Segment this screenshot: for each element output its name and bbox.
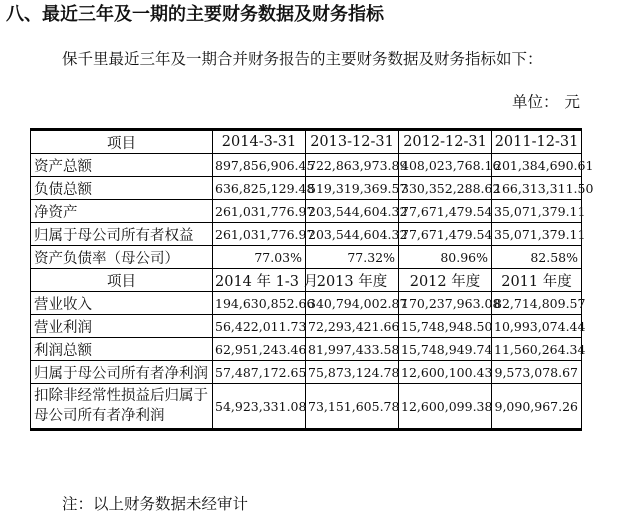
header-cell-period: 2012-12-31: [399, 130, 492, 154]
value-cell: 77.32%: [306, 246, 399, 269]
section-heading: 八、最近三年及一期的主要财务数据及财务指标: [6, 4, 384, 25]
unit-line: [512, 91, 580, 113]
intro-paragraph: 保千里最近三年及一期合并财务报告的主要财务数据及财务指标如下：: [62, 50, 543, 68]
table-row: [31, 292, 582, 315]
value-cell: 10,993,074.44: [492, 315, 582, 338]
row-label: 负债总额: [31, 177, 213, 200]
header-cell-period: 2013-12-31: [306, 130, 399, 154]
table-row: [31, 177, 582, 200]
value-cell: 77.03%: [213, 246, 306, 269]
value-cell: 62,951,243.46: [213, 338, 306, 361]
row-label: 净资产: [31, 200, 213, 223]
value-cell: 636,825,129.48: [213, 177, 306, 200]
table-row: [31, 361, 582, 384]
value-cell: 75,873,124.78: [306, 361, 399, 384]
value-cell: 12,600,100.43: [399, 361, 492, 384]
value-cell: 201,384,690.61: [492, 154, 582, 177]
header-cell-period: 2012 年度: [399, 269, 492, 292]
value-cell: 35,071,379.11: [492, 200, 582, 223]
header-cell-period: 2014-3-31: [213, 130, 306, 154]
value-cell: 166,313,311.50: [492, 177, 582, 200]
value-cell: 170,237,963.08: [399, 292, 492, 315]
value-cell: 15,748,948.50: [399, 315, 492, 338]
row-label: 归属于母公司所有者净利润: [31, 361, 213, 384]
unit-label: 单位：: [511, 93, 559, 111]
value-cell: 261,031,776.97: [213, 200, 306, 223]
row-label: 资产负债率（母公司）: [31, 246, 213, 269]
table-row: [31, 315, 582, 338]
value-cell: 54,923,331.08: [213, 384, 306, 430]
value-cell: 897,856,906.45: [213, 154, 306, 177]
header-cell-period: 2011 年度: [492, 269, 582, 292]
value-cell: 12,600,099.38: [399, 384, 492, 430]
row-label: 扣除非经常性损益后归属于母公司所有者净利润: [31, 384, 213, 430]
value-cell: 72,293,421.66: [306, 315, 399, 338]
header-cell-period: 2014 年 1-3 月: [213, 269, 306, 292]
value-cell: 35,071,379.11: [492, 223, 582, 246]
value-cell: 261,031,776.97: [213, 223, 306, 246]
value-cell: 9,573,078.67: [492, 361, 582, 384]
value-cell: 80.96%: [399, 246, 492, 269]
value-cell: 9,090,967.26: [492, 384, 582, 430]
row-label: 利润总额: [31, 338, 213, 361]
value-cell: 203,544,604.32: [306, 223, 399, 246]
value-cell: 194,630,852.66: [213, 292, 306, 315]
financial-table: [30, 128, 594, 431]
value-cell: 82.58%: [492, 246, 582, 269]
value-cell: 56,422,011.73: [213, 315, 306, 338]
row-label: 资产总额: [31, 154, 213, 177]
balance-header-row: [31, 130, 582, 154]
value-cell: 408,023,768.16: [399, 154, 492, 177]
value-cell: 519,319,369.57: [306, 177, 399, 200]
header-cell-item: 项目: [31, 269, 213, 292]
value-cell: 340,794,002.87: [306, 292, 399, 315]
value-cell: 15,748,949.74: [399, 338, 492, 361]
value-cell: 11,560,264.34: [492, 338, 582, 361]
value-cell: 330,352,288.62: [399, 177, 492, 200]
unit-value: 元: [564, 93, 580, 111]
table-row: [31, 246, 582, 269]
income-header-row: [31, 269, 582, 292]
row-label: 归属于母公司所有者权益: [31, 223, 213, 246]
table-row: [31, 338, 582, 361]
value-cell: 82,714,809.57: [492, 292, 582, 315]
value-cell: 77,671,479.54: [399, 223, 492, 246]
value-cell: 73,151,605.78: [306, 384, 399, 430]
value-cell: 77,671,479.54: [399, 200, 492, 223]
row-label: 营业收入: [31, 292, 213, 315]
footnote: 注：以上财务数据未经审计: [62, 495, 249, 513]
header-cell-item: 项目: [31, 130, 213, 154]
row-label: 营业利润: [31, 315, 213, 338]
table-row: [31, 200, 582, 223]
value-cell: 203,544,604.32: [306, 200, 399, 223]
value-cell: 722,863,973.89: [306, 154, 399, 177]
table-row: [31, 223, 582, 246]
header-cell-period: 2013 年度: [306, 269, 399, 292]
table-row: [31, 154, 582, 177]
value-cell: 81,997,433.58: [306, 338, 399, 361]
header-cell-period: 2011-12-31: [492, 130, 582, 154]
value-cell: 57,487,172.65: [213, 361, 306, 384]
table-row: [31, 384, 582, 430]
